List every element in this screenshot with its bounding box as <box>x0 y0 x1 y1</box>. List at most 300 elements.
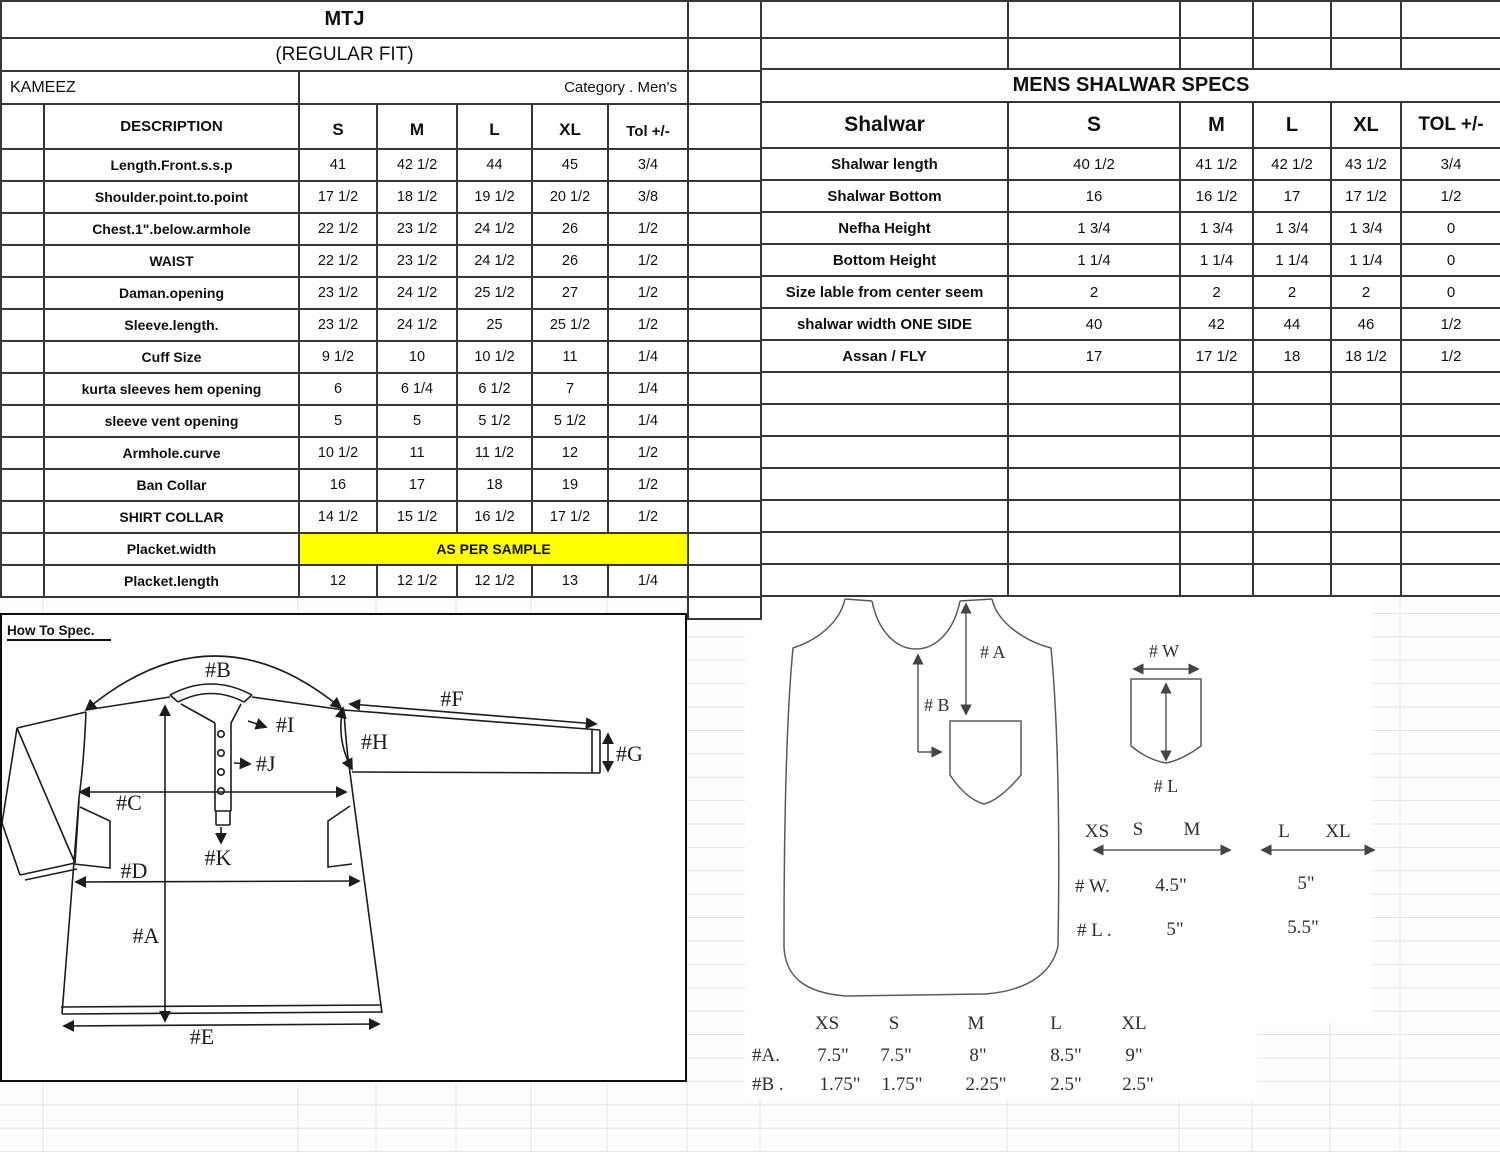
spec-value-cell[interactable]: 13 <box>532 565 608 597</box>
spec-value-cell[interactable]: 11 <box>532 341 608 373</box>
pointer-arrow-i <box>248 721 266 727</box>
shalwar-spec-row <box>761 244 1500 276</box>
empty-cell[interactable] <box>1401 500 1500 532</box>
spec-value-cell[interactable]: 15 1/2 <box>377 501 457 533</box>
empty-cell[interactable] <box>1331 404 1401 436</box>
spec-value-cell[interactable]: 1/2 <box>608 501 688 533</box>
shalwar-title-cell[interactable]: MENS SHALWAR SPECS <box>761 69 1500 102</box>
size-header-xl[interactable]: XL <box>1331 102 1401 148</box>
spec-value-cell[interactable]: 43 1/2 <box>1331 148 1401 180</box>
empty-cell[interactable] <box>688 373 761 405</box>
neckline <box>872 601 960 649</box>
spec-value-cell[interactable]: 1/2 <box>608 245 688 277</box>
empty-cell[interactable] <box>1180 500 1253 532</box>
spec-value-cell[interactable]: 41 <box>299 149 377 181</box>
spec-value-cell[interactable]: 23 1/2 <box>299 277 377 309</box>
spec-value-cell[interactable]: 20 1/2 <box>532 181 608 213</box>
empty-cell[interactable] <box>1180 436 1253 468</box>
spec-value-cell[interactable]: 25 <box>457 309 532 341</box>
button <box>218 750 224 756</box>
empty-cell[interactable] <box>1008 532 1180 564</box>
spec-value-cell[interactable]: 5 1/2 <box>457 405 532 437</box>
spec-value-cell[interactable]: 18 <box>457 469 532 501</box>
measure-a-xl: 9" <box>1125 1045 1143 1066</box>
how-to-spec-heading: How To Spec. <box>7 623 111 641</box>
spec-value-cell[interactable]: 22 1/2 <box>299 213 377 245</box>
shalwar-title-row <box>761 69 1500 102</box>
spec-label-cell[interactable]: sleeve vent opening <box>44 405 299 437</box>
shoulder-seams <box>86 697 344 710</box>
kameez-spec-row <box>1 277 688 309</box>
spec-value-cell[interactable]: 18 1/2 <box>377 181 457 213</box>
spec-value-cell[interactable]: 1/2 <box>1401 308 1500 340</box>
shalwar-spec-row <box>761 276 1500 308</box>
empty-cell[interactable] <box>1008 436 1180 468</box>
measure-a-xs: 7.5" <box>817 1045 849 1066</box>
empty-cell[interactable] <box>688 213 761 245</box>
pocket-width-row-label: # W. <box>1075 876 1110 897</box>
empty-cell[interactable] <box>1331 372 1401 404</box>
empty-cell[interactable] <box>1253 500 1331 532</box>
spec-value-cell[interactable]: 0 <box>1401 212 1500 244</box>
spec-value-cell[interactable]: 44 <box>1253 308 1331 340</box>
kameez-spec-row <box>1 373 688 405</box>
empty-cell[interactable] <box>688 71 761 104</box>
empty-row <box>761 436 1500 468</box>
shoulder-straps <box>845 599 992 601</box>
spec-value-cell[interactable]: 42 <box>1180 308 1253 340</box>
empty-cell[interactable] <box>761 532 1008 564</box>
spec-label-cell[interactable]: Placket.length <box>44 565 299 597</box>
corner-cell[interactable] <box>1 104 44 149</box>
spec-label-cell[interactable]: Shalwar Bottom <box>761 180 1008 212</box>
empty-cell[interactable] <box>1180 38 1253 69</box>
spec-value-cell[interactable]: 0 <box>1401 276 1500 308</box>
spec-value-cell[interactable]: 1 1/4 <box>1253 244 1331 276</box>
measure-b-xs: 1.75" <box>819 1074 861 1095</box>
button <box>218 731 224 737</box>
spec-value-cell[interactable]: 7 <box>532 373 608 405</box>
spec-value-cell[interactable]: 27 <box>532 277 608 309</box>
spec-value-cell[interactable]: 1 3/4 <box>1253 212 1331 244</box>
spec-label-cell[interactable]: Ban Collar <box>44 469 299 501</box>
empty-cell[interactable] <box>1401 38 1500 69</box>
shalwar-header-row <box>761 102 1500 148</box>
row-index-cell[interactable] <box>1 149 44 181</box>
empty-cell[interactable] <box>688 533 761 565</box>
empty-cell[interactable] <box>688 1 761 38</box>
collar-ends <box>170 695 252 702</box>
spec-value-cell[interactable]: 1/2 <box>1401 340 1500 372</box>
empty-cell[interactable] <box>1401 404 1500 436</box>
empty-cell[interactable] <box>688 104 761 149</box>
spec-label-cell[interactable]: Cuff Size <box>44 341 299 373</box>
spec-value-cell[interactable]: 1/4 <box>608 565 688 597</box>
kameez-spec-row <box>1 405 688 437</box>
spec-label-cell[interactable]: Chest.1".below.armhole <box>44 213 299 245</box>
spec-value-cell[interactable]: 17 <box>1253 180 1331 212</box>
label-a: # A <box>980 642 1006 662</box>
measure-a-s: 7.5" <box>880 1045 912 1066</box>
spec-value-cell[interactable]: 24 1/2 <box>377 309 457 341</box>
size-header-m[interactable]: M <box>377 104 457 149</box>
empty-cell[interactable] <box>761 436 1008 468</box>
tolerance-header-cell[interactable]: TOL +/- <box>1401 102 1500 148</box>
row-index-cell[interactable] <box>1 245 44 277</box>
spec-value-cell[interactable]: 45 <box>532 149 608 181</box>
spec-value-cell[interactable]: 1/2 <box>608 277 688 309</box>
tolerance-header-cell[interactable]: Tol +/- <box>608 104 688 149</box>
shalwar-spec-row <box>761 308 1500 340</box>
spec-value-cell[interactable]: 17 1/2 <box>1331 180 1401 212</box>
spec-value-cell[interactable]: 16 1/2 <box>457 501 532 533</box>
empty-cell[interactable] <box>688 437 761 469</box>
row-index-cell[interactable] <box>1 341 44 373</box>
spec-label-cell[interactable]: Nefha Height <box>761 212 1008 244</box>
size-header-xl[interactable]: XL <box>532 104 608 149</box>
empty-cell[interactable] <box>1253 532 1331 564</box>
measure-b-m: 2.25" <box>965 1074 1007 1095</box>
empty-cell[interactable] <box>1401 468 1500 500</box>
empty-cell[interactable] <box>761 372 1008 404</box>
spec-value-cell[interactable]: 12 <box>532 437 608 469</box>
collar-inner <box>178 694 244 703</box>
spec-label-cell[interactable]: Sleeve.length. <box>44 309 299 341</box>
spec-value-cell[interactable]: 42 1/2 <box>377 149 457 181</box>
measure-header-xs: XS <box>814 1013 840 1034</box>
empty-cell[interactable] <box>1180 372 1253 404</box>
spec-value-cell[interactable]: 1/4 <box>608 373 688 405</box>
shalwar-spec-row <box>761 212 1500 244</box>
spec-value-cell[interactable]: 6 <box>299 373 377 405</box>
empty-cell[interactable] <box>1401 532 1500 564</box>
size-header-s[interactable]: S <box>1008 102 1180 148</box>
row-index-cell[interactable] <box>1 533 44 565</box>
spec-value-cell[interactable]: 19 <box>532 469 608 501</box>
spec-value-cell[interactable]: 16 <box>299 469 377 501</box>
kameez-spec-row <box>1 469 688 501</box>
spec-value-cell[interactable]: 1 3/4 <box>1180 212 1253 244</box>
spec-label-cell[interactable]: Armhole.curve <box>44 437 299 469</box>
spec-label-cell[interactable]: WAIST <box>44 245 299 277</box>
spec-value-cell[interactable]: 10 1/2 <box>299 437 377 469</box>
spec-value-cell[interactable]: 26 <box>532 245 608 277</box>
spec-value-cell[interactable]: 3/8 <box>608 181 688 213</box>
spec-label-cell[interactable]: SHIRT COLLAR <box>44 501 299 533</box>
spec-value-cell[interactable]: 12 1/2 <box>377 565 457 597</box>
empty-cell[interactable] <box>761 500 1008 532</box>
range2-size-xl: XL <box>1325 821 1351 842</box>
empty-cell[interactable] <box>688 405 761 437</box>
empty-row <box>761 38 1500 69</box>
fit-subtitle-cell[interactable]: (REGULAR FIT) <box>1 38 688 71</box>
spec-value-cell[interactable]: 17 <box>1008 340 1180 372</box>
empty-cell[interactable] <box>1401 372 1500 404</box>
spec-value-cell[interactable]: 9 1/2 <box>299 341 377 373</box>
shalwar-name-header-cell[interactable]: Shalwar <box>761 102 1008 148</box>
spec-value-cell[interactable]: 24 1/2 <box>457 213 532 245</box>
spec-value-cell[interactable]: 1/4 <box>608 341 688 373</box>
kameez-header-row <box>1 104 688 149</box>
garment-row <box>1 71 688 104</box>
empty-cell[interactable] <box>688 469 761 501</box>
spec-value-cell[interactable]: 1 1/4 <box>1008 244 1180 276</box>
spec-value-cell[interactable]: 17 1/2 <box>1180 340 1253 372</box>
empty-cell[interactable] <box>1180 468 1253 500</box>
spec-value-cell[interactable]: 2 <box>1253 276 1331 308</box>
size-header-s[interactable]: S <box>299 104 377 149</box>
spec-value-cell[interactable]: 44 <box>457 149 532 181</box>
body-right-seam <box>344 711 382 1013</box>
label-j: #J <box>256 751 276 776</box>
empty-cell[interactable] <box>688 149 761 181</box>
row-index-cell[interactable] <box>1 437 44 469</box>
highlight-note-cell[interactable]: AS PER SAMPLE <box>299 533 688 565</box>
label-l: # L <box>1153 776 1179 796</box>
spec-value-cell[interactable]: 10 1/2 <box>457 341 532 373</box>
spec-label-cell[interactable]: Placket.width <box>44 533 299 565</box>
spec-value-cell[interactable]: 3/4 <box>1401 148 1500 180</box>
description-header-cell[interactable]: DESCRIPTION <box>44 104 299 149</box>
empty-cell[interactable] <box>1401 564 1500 596</box>
spec-label-cell[interactable]: Assan / FLY <box>761 340 1008 372</box>
spec-value-cell[interactable]: 6 1/2 <box>457 373 532 405</box>
empty-cell[interactable] <box>1008 38 1180 69</box>
size-header-l[interactable]: L <box>457 104 532 149</box>
spec-value-cell[interactable]: 23 1/2 <box>299 309 377 341</box>
dimension-arrow-d <box>76 881 359 882</box>
empty-cell[interactable] <box>1253 468 1331 500</box>
spec-label-cell[interactable]: Bottom Height <box>761 244 1008 276</box>
spec-label-cell[interactable]: Shalwar length <box>761 148 1008 180</box>
spec-value-cell[interactable]: 17 1/2 <box>299 181 377 213</box>
spec-value-cell[interactable]: 22 1/2 <box>299 245 377 277</box>
label-k: #K <box>204 845 232 870</box>
empty-cell[interactable] <box>1180 404 1253 436</box>
spec-value-cell[interactable]: 1/2 <box>608 213 688 245</box>
empty-cell[interactable] <box>1253 38 1331 69</box>
empty-cell[interactable] <box>761 38 1008 69</box>
row-index-cell[interactable] <box>1 373 44 405</box>
measure-b-xl: 2.5" <box>1122 1074 1154 1095</box>
label-i: #I <box>276 712 295 737</box>
shalwar-spec-row <box>761 340 1500 372</box>
pocket-length-row-label: # L . <box>1077 920 1112 941</box>
empty-cell[interactable] <box>1253 372 1331 404</box>
spec-value-cell[interactable]: 5 <box>377 405 457 437</box>
spec-value-cell[interactable]: 6 1/4 <box>377 373 457 405</box>
spec-value-cell[interactable]: 1 3/4 <box>1331 212 1401 244</box>
kameez-spec-row <box>1 245 688 277</box>
spec-value-cell[interactable]: 12 <box>299 565 377 597</box>
spec-value-cell[interactable]: 11 <box>377 437 457 469</box>
left-pocket <box>74 807 110 868</box>
label-g: #G <box>616 741 643 766</box>
spec-value-cell[interactable]: 10 <box>377 341 457 373</box>
spec-label-cell[interactable]: Size lable from center seem <box>761 276 1008 308</box>
empty-row <box>761 468 1500 500</box>
empty-cell[interactable] <box>1008 372 1180 404</box>
spec-value-cell[interactable]: 16 1/2 <box>1180 180 1253 212</box>
spec-value-cell[interactable]: 1/2 <box>608 437 688 469</box>
label-c: #C <box>116 790 142 815</box>
spec-value-cell[interactable]: 1/2 <box>608 309 688 341</box>
spec-label-cell[interactable]: Length.Front.s.s.p <box>44 149 299 181</box>
empty-cell[interactable] <box>1331 1 1401 38</box>
row-index-cell[interactable] <box>1 501 44 533</box>
left-sleeve <box>2 712 86 880</box>
empty-cell[interactable] <box>1008 404 1180 436</box>
row-index-cell[interactable] <box>1 277 44 309</box>
row-index-cell[interactable] <box>1 405 44 437</box>
spec-value-cell[interactable]: 3/4 <box>608 149 688 181</box>
empty-cell[interactable] <box>761 1 1008 38</box>
spec-value-cell[interactable]: 1/2 <box>1401 180 1500 212</box>
kameez-spec-table <box>0 0 689 598</box>
category-cell[interactable]: Category . Men's <box>299 71 688 104</box>
measure-b-s: 1.75" <box>881 1074 923 1095</box>
spec-label-cell[interactable]: shalwar width ONE SIDE <box>761 308 1008 340</box>
row-index-cell[interactable] <box>1 181 44 213</box>
spec-value-cell[interactable]: 25 1/2 <box>457 277 532 309</box>
brand-title-cell[interactable]: MTJ <box>1 1 688 38</box>
measure-header-l: L <box>1050 1013 1062 1034</box>
spec-value-cell[interactable]: 40 <box>1008 308 1180 340</box>
spec-value-cell[interactable]: 18 1/2 <box>1331 340 1401 372</box>
pocket-length-group1: 5" <box>1166 919 1184 940</box>
button <box>218 788 224 794</box>
spec-value-cell[interactable]: 1 1/4 <box>1331 244 1401 276</box>
empty-cell[interactable] <box>761 468 1008 500</box>
kameez-spec-row <box>1 149 688 181</box>
how-to-spec-box <box>0 613 687 1082</box>
brand-row <box>1 1 688 38</box>
empty-cell[interactable] <box>1401 436 1500 468</box>
range1-size-s: S <box>1132 819 1144 840</box>
measure-header-xl: XL <box>1121 1013 1147 1034</box>
spec-value-cell[interactable]: 24 1/2 <box>457 245 532 277</box>
empty-cell[interactable] <box>1008 468 1180 500</box>
spec-value-cell[interactable]: 5 <box>299 405 377 437</box>
empty-cell[interactable] <box>1331 468 1401 500</box>
garment-name-cell[interactable]: KAMEEZ <box>1 71 299 104</box>
label-w: # W <box>1148 641 1180 661</box>
empty-cell[interactable] <box>688 181 761 213</box>
spec-label-cell[interactable]: Shoulder.point.to.point <box>44 181 299 213</box>
pocket-width-group2: 5" <box>1297 873 1315 894</box>
spec-value-cell[interactable]: 46 <box>1331 308 1401 340</box>
spec-value-cell[interactable]: 41 1/2 <box>1180 148 1253 180</box>
measure-row-a-label: #A. <box>752 1045 780 1066</box>
empty-cell[interactable] <box>1008 500 1180 532</box>
spec-value-cell[interactable]: 25 1/2 <box>532 309 608 341</box>
kameez-spec-row <box>1 341 688 373</box>
pointer-arrow-j <box>234 763 250 764</box>
measure-b-l: 2.5" <box>1050 1074 1082 1095</box>
size-header-m[interactable]: M <box>1180 102 1253 148</box>
empty-row <box>761 372 1500 404</box>
label-d: #D <box>120 858 148 883</box>
spec-label-cell[interactable]: kurta sleeves hem opening <box>44 373 299 405</box>
spec-value-cell[interactable]: 2 <box>1180 276 1253 308</box>
button <box>218 769 224 775</box>
garment-outline <box>784 599 1059 996</box>
row-index-cell[interactable] <box>1 213 44 245</box>
measure-a-l: 8.5" <box>1050 1045 1082 1066</box>
empty-cell[interactable] <box>1331 38 1401 69</box>
pocket-length-group2: 5.5" <box>1287 917 1319 938</box>
empty-cell[interactable] <box>1008 1 1180 38</box>
size-header-l[interactable]: L <box>1253 102 1331 148</box>
row-index-cell[interactable] <box>1 565 44 597</box>
spec-value-cell[interactable]: 11 1/2 <box>457 437 532 469</box>
row-index-cell[interactable] <box>1 469 44 501</box>
spec-value-cell[interactable]: 1/4 <box>608 405 688 437</box>
measure-a-m: 8" <box>969 1045 987 1066</box>
empty-cell[interactable] <box>688 501 761 533</box>
kameez-spec-row <box>1 437 688 469</box>
spec-value-cell[interactable]: 18 <box>1253 340 1331 372</box>
spec-value-cell[interactable]: 42 1/2 <box>1253 148 1331 180</box>
label-h: #H <box>361 729 388 754</box>
empty-cell[interactable] <box>761 404 1008 436</box>
empty-cell[interactable] <box>1253 436 1331 468</box>
spec-value-cell[interactable]: 1/2 <box>608 469 688 501</box>
shalwar-spec-table <box>760 0 1500 597</box>
label-b: # B <box>924 695 950 715</box>
spec-value-cell[interactable]: 2 <box>1008 276 1180 308</box>
empty-cell[interactable] <box>1253 404 1331 436</box>
spec-value-cell[interactable]: 16 <box>1008 180 1180 212</box>
spec-value-cell[interactable]: 14 1/2 <box>299 501 377 533</box>
spec-value-cell[interactable]: 26 <box>532 213 608 245</box>
hem <box>61 1005 382 1014</box>
empty-cell[interactable] <box>1331 500 1401 532</box>
label-f: #F <box>440 686 464 711</box>
spec-value-cell[interactable]: 5 1/2 <box>532 405 608 437</box>
empty-cell[interactable] <box>1331 532 1401 564</box>
spec-label-cell[interactable]: Daman.opening <box>44 277 299 309</box>
empty-cell[interactable] <box>688 277 761 309</box>
empty-cell[interactable] <box>688 245 761 277</box>
spec-value-cell[interactable]: 12 1/2 <box>457 565 532 597</box>
empty-cell[interactable] <box>1401 1 1500 38</box>
spec-value-cell[interactable]: 1 1/4 <box>1180 244 1253 276</box>
label-a: #A <box>132 923 160 948</box>
row-index-cell[interactable] <box>1 309 44 341</box>
empty-cell[interactable] <box>1180 1 1253 38</box>
spec-value-cell[interactable]: 17 <box>377 469 457 501</box>
spec-value-cell[interactable]: 0 <box>1401 244 1500 276</box>
right-pocket <box>328 806 352 867</box>
spec-value-cell[interactable]: 19 1/2 <box>457 181 532 213</box>
spacer-column <box>687 0 762 620</box>
spec-value-cell[interactable]: 24 1/2 <box>377 277 457 309</box>
empty-cell[interactable] <box>1253 1 1331 38</box>
empty-cell[interactable] <box>1180 532 1253 564</box>
spec-value-cell[interactable]: 23 1/2 <box>377 213 457 245</box>
spec-value-cell[interactable]: 40 1/2 <box>1008 148 1180 180</box>
spec-value-cell[interactable]: 1 3/4 <box>1008 212 1180 244</box>
spec-value-cell[interactable]: 17 1/2 <box>532 501 608 533</box>
spec-value-cell[interactable]: 23 1/2 <box>377 245 457 277</box>
empty-cell[interactable] <box>688 309 761 341</box>
empty-cell[interactable] <box>688 38 761 71</box>
spec-value-cell[interactable]: 2 <box>1331 276 1401 308</box>
empty-cell[interactable] <box>688 341 761 373</box>
empty-cell[interactable] <box>1331 436 1401 468</box>
kameez-spec-row <box>1 309 688 341</box>
